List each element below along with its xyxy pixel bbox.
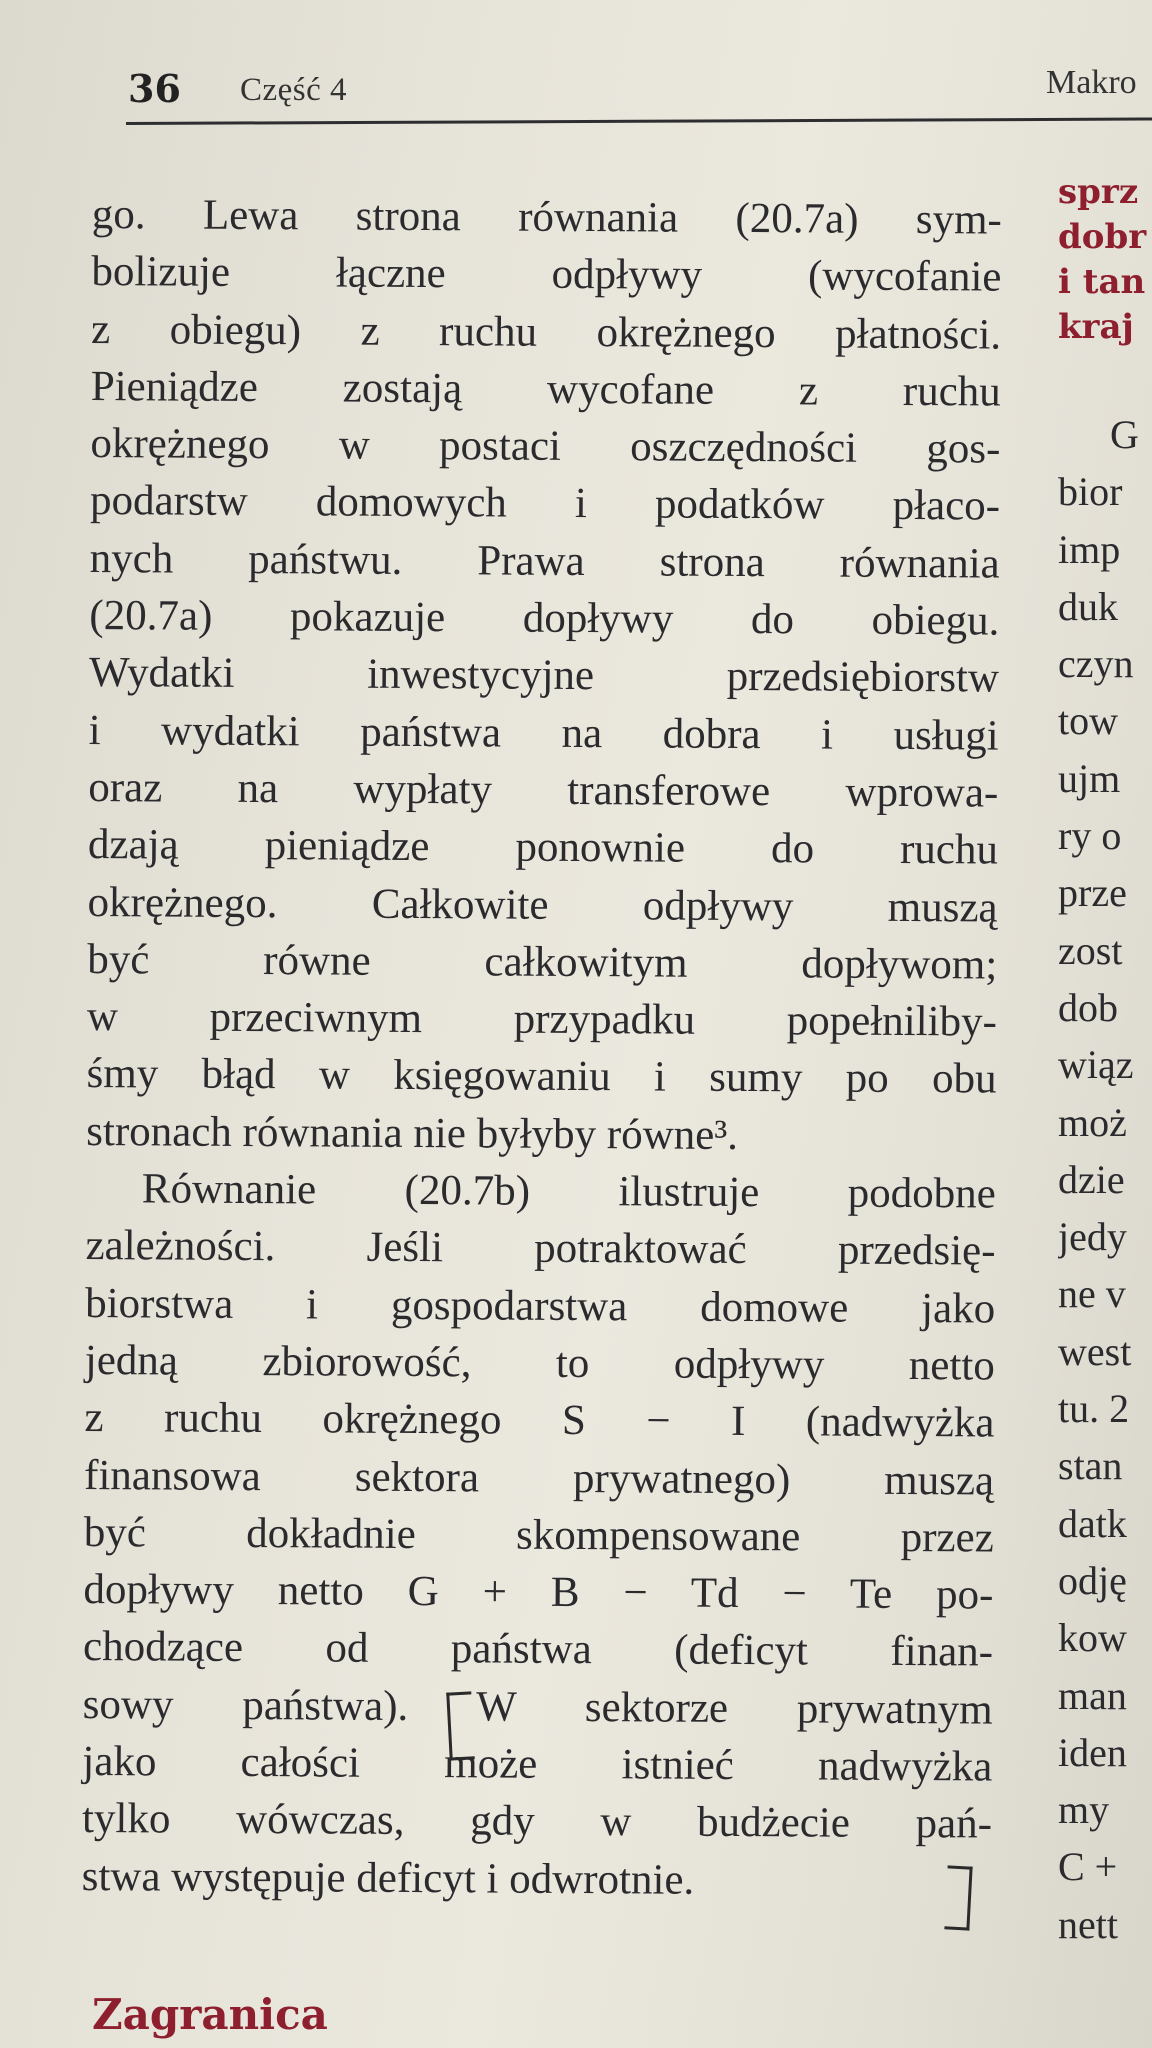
right-text-line: czyn: [1058, 641, 1134, 687]
text-line: okrężnego. Całkowite odpływy muszą: [87, 878, 998, 932]
text-line: w przeciwnym przypadku popełniliby-: [86, 993, 998, 1046]
right-text-line: jedy: [1058, 1214, 1127, 1260]
main-text-column: [81, 186, 1001, 1910]
right-text-line: dzie: [1058, 1156, 1125, 1202]
text-line: oraz na wypłaty transferowe wprowa-: [88, 763, 999, 817]
text-line: zależności. Jeśli potraktować przedsię-: [85, 1222, 996, 1275]
text-line: chodzące od państwa (deficyt finan-: [82, 1623, 994, 1676]
section-heading: Zagranica: [92, 1990, 328, 2039]
right-text-line: datk: [1058, 1500, 1127, 1546]
right-heading-line: sprz: [1058, 172, 1139, 212]
text-line: podarstw domowych i podatków płaco-: [89, 477, 1001, 531]
right-text-line: moż: [1058, 1099, 1127, 1145]
right-heading-line: dobr: [1058, 217, 1147, 257]
right-text-line: C +: [1058, 1844, 1118, 1890]
right-text-line: ujm: [1058, 755, 1121, 801]
text-line: stwa występuje deficyt i odwrotnie.: [81, 1852, 695, 1904]
right-text-line: my: [1058, 1787, 1110, 1833]
text-line: śmy błąd w księgowaniu i sumy po obu: [86, 1050, 997, 1103]
text-line: tylko wówczas, gdy w budżecie pań-: [81, 1795, 993, 1848]
text-line: nych państwu. Prawa strona równania: [89, 534, 1000, 588]
header-rule: [126, 117, 1152, 125]
text-line: go. Lewa strona równania (20.7a) sym-: [91, 190, 1002, 244]
right-text-line: wiąz: [1058, 1042, 1134, 1088]
right-text-column: [1058, 170, 1152, 1953]
right-text-line: prze: [1058, 870, 1127, 916]
right-heading-line: i tan: [1058, 262, 1146, 302]
right-text-line: zost: [1058, 927, 1123, 973]
text-line: jako całości może istnieć nadwyżka: [82, 1737, 993, 1791]
text-line: okrężnego w postaci oszczędności gos-: [90, 420, 1001, 473]
text-line: Wydatki inwestycyjne przedsiębiorstw: [88, 649, 1000, 702]
right-text-line: nett: [1058, 1901, 1118, 1947]
part-label: Część 4: [240, 72, 348, 108]
text-line: stronach równania nie byłyby równe³.: [86, 1107, 739, 1159]
pencil-bracket-close: [944, 1865, 972, 1930]
text-line: z ruchu okrężnego S − I (nadwyżka: [84, 1394, 995, 1447]
right-text-line: west: [1058, 1328, 1132, 1374]
spacer: [1058, 350, 1152, 406]
right-text-line: dob: [1058, 984, 1118, 1030]
text-line: bolizuje łączne odpływy (wycofanie: [91, 248, 1002, 301]
pencil-bracket-open: [446, 1691, 475, 1760]
right-text-line: kow: [1058, 1615, 1127, 1661]
right-text-line: tu. 2: [1058, 1386, 1130, 1432]
right-text-line: tow: [1058, 698, 1118, 744]
text-line: jedną zbiorowość, to odpływy netto: [84, 1336, 995, 1390]
text-line: z obiegu) z ruchu okrężnego płatności.: [90, 305, 1002, 359]
text-line: dopływy netto G + B − Td − Te po-: [83, 1566, 994, 1619]
text-line: być równe całkowitym dopływom;: [87, 935, 998, 989]
page-number: 36: [128, 66, 181, 111]
right-text-line: man: [1058, 1672, 1127, 1718]
right-text-line: stan: [1058, 1443, 1123, 1489]
text-line: Pieniądze zostają wycofane z ruchu: [90, 362, 1001, 416]
right-text-line: iden: [1058, 1729, 1127, 1775]
text-line: biorstwa i gospodarstwa domowe jako: [85, 1279, 996, 1333]
running-title: Makro: [1046, 64, 1137, 101]
right-text-line: imp: [1058, 526, 1121, 572]
text-line: sowy państwa). W sektorze prywatnym: [82, 1680, 993, 1734]
text-line: dzają pieniądze ponownie do ruchu: [87, 821, 999, 874]
text-line: finansowa sektora prywatnego) muszą: [83, 1451, 995, 1505]
right-text-line: ry o: [1058, 813, 1122, 859]
text-line: i wydatki państwa na dobra i usługi: [88, 706, 999, 760]
right-text-line: odję: [1058, 1557, 1127, 1603]
right-text-line: bior: [1058, 469, 1123, 515]
right-text-line: duk: [1058, 583, 1118, 629]
right-text-line: G: [1110, 412, 1139, 457]
text-line: (20.7a) pokazuje dopływy do obiegu.: [89, 592, 1000, 645]
right-text-line: ne v: [1058, 1271, 1126, 1317]
right-heading-line: kraj: [1058, 307, 1134, 347]
text-line: Równanie (20.7b) ilustruje podobne: [141, 1165, 997, 1218]
text-line: być dokładnie skompensowane przez: [83, 1508, 994, 1562]
